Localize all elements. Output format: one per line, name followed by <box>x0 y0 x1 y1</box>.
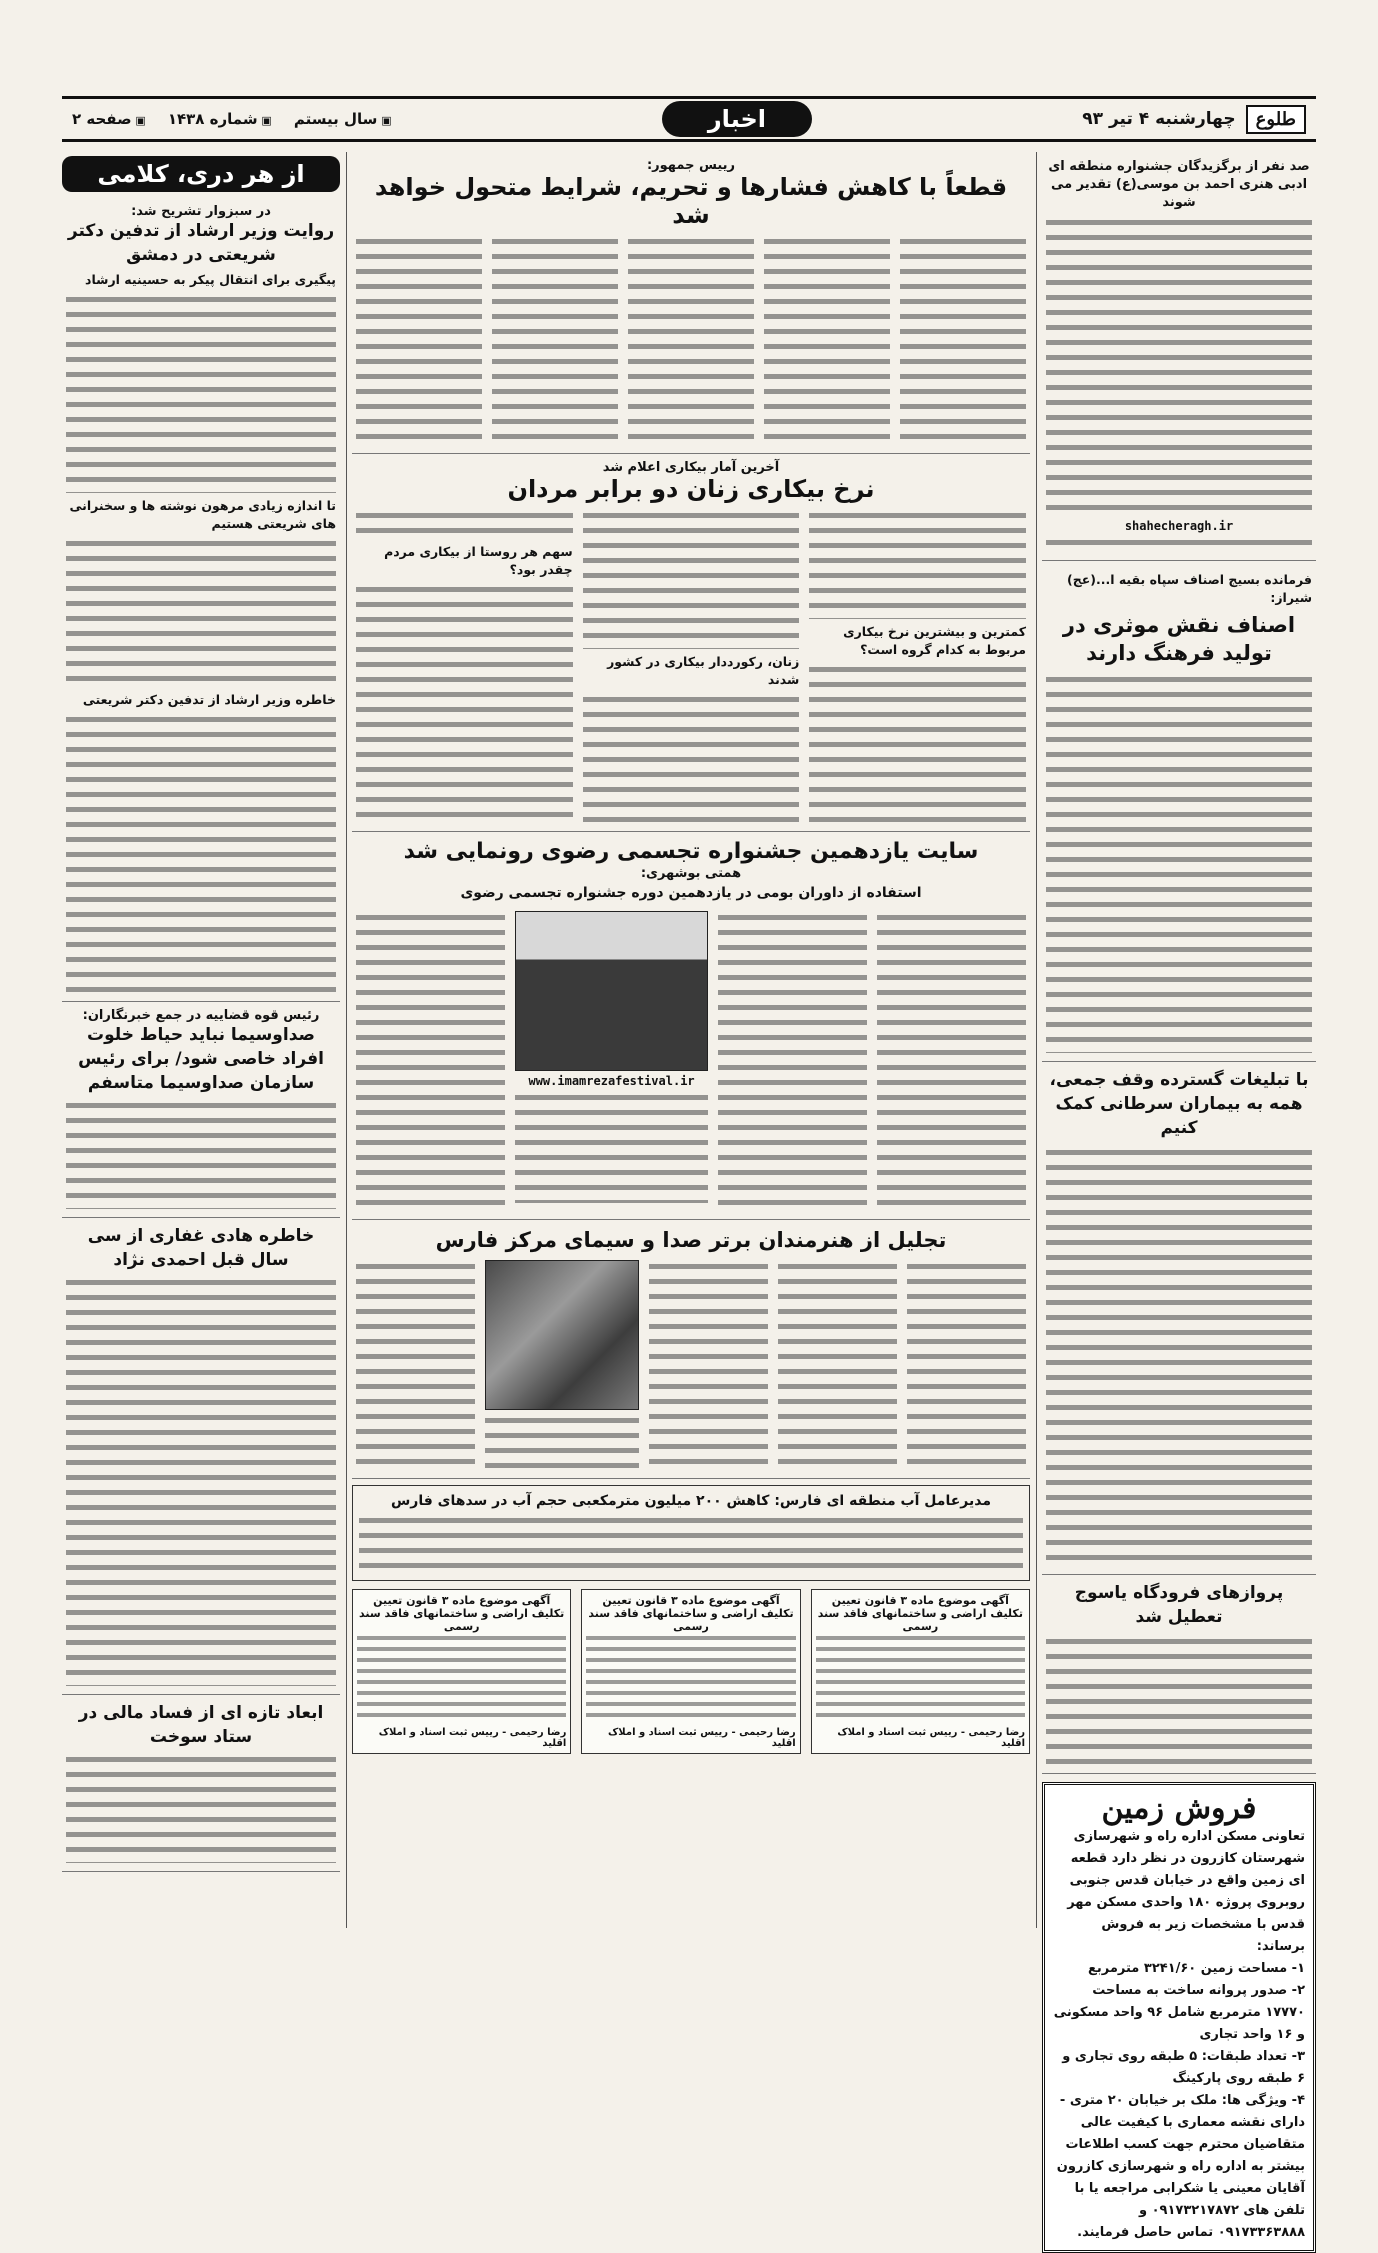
article-festival-winners <box>1042 152 1316 561</box>
ad-line: تعاونی مسکن اداره راه و شهرسازی شهرستان کازرون در نظر دارد قطعه ای زمین واقع در خیابان قدس جنوبی روبروی پروژه ۱۸۰ واحدی مسکن مهر قدس با مشخصات زیر به فروش برساند: <box>1067 1829 1305 1954</box>
legal-notice <box>581 1589 800 1754</box>
article-body <box>809 509 1026 619</box>
headline: تجلیل از هنرمندان برتر صدا و سیمای مرکز فارس <box>435 1228 947 1252</box>
notice-signature: رضا رحیمی - رییس ثبت اسناد و املاک اقلید <box>378 1727 567 1749</box>
headline: صداوسیما نباید حیاط خلوت افراد خاصی شود/ برای رئیس سازمان صداوسیما متاسفم <box>78 1025 324 1093</box>
notice-body <box>816 1633 1025 1723</box>
article-body <box>877 911 1026 1211</box>
article-body <box>66 1753 336 1863</box>
article-body <box>356 911 505 1211</box>
article-body <box>485 1414 640 1470</box>
page-number: ▣ صفحه ۲ <box>72 110 146 128</box>
ad-line: متقاضیان محترم جهت کسب اطلاعات بیشتر به اداره راه و شهرسازی کازرون آقایان معینی یا شکرابی مراجعه یا با تلفن های ۰۹۱۷۳۲۱۷۸۷۲ و ۰۹۱۷۳۳۶۳۸۸۸ تماس حاصل فرمایند. <box>1056 2137 1305 2240</box>
article-body <box>628 235 754 445</box>
article-body <box>583 693 800 823</box>
award-ceremony-photo <box>485 1260 640 1410</box>
festival-url[interactable]: www.imamrezafestival.ir <box>528 1074 695 1088</box>
kicker: رییس جمهور: <box>646 158 736 173</box>
article-judiciary-irib <box>62 1002 340 1218</box>
subheading: خاطره وزیر ارشاد از تدفین دکتر شریعتی <box>82 692 336 707</box>
column-divider <box>346 152 347 1928</box>
notice-body <box>357 1633 566 1723</box>
article-fuel-corruption <box>62 1695 340 1872</box>
subheading: پیگیری برای انتقال پیکر به حسینیه ارشاد <box>85 272 336 287</box>
ad-line: ۱- مساحت زمین ۳۲۴۱/۶۰ مترمربع <box>1088 1961 1305 1976</box>
legal-notice <box>352 1589 571 1754</box>
headline: روایت وزیر ارشاد از تدفین دکتر شریعتی در دمشق <box>67 221 335 265</box>
article-body <box>492 235 618 445</box>
article-body <box>718 911 867 1211</box>
article-body <box>764 235 890 445</box>
ad-line: ۲- صدور پروانه ساخت به مساحت ۱۷۷۷۰ مترمربع شامل ۹۶ واحد مسکونی و ۱۶ واحد تجاری <box>1053 1983 1305 2042</box>
right-column <box>1042 152 1316 2240</box>
article-body <box>649 1260 768 1470</box>
article-body <box>778 1260 897 1470</box>
masthead <box>62 96 1316 142</box>
article-body <box>66 1099 336 1209</box>
website-link[interactable]: shahecheragh.ir <box>1124 519 1234 533</box>
article-body <box>900 235 1026 445</box>
article-unemployment <box>352 454 1030 832</box>
article-body <box>356 583 573 823</box>
headline: مدیرعامل آب منطقه ای فارس: کاهش ۲۰۰ میلیون مترمکعبی حجم آب در سدهای فارس <box>390 1493 992 1509</box>
article-cancer-charity <box>1042 1062 1316 1575</box>
headline: پروازهای فرودگاه یاسوج تعطیل شد <box>1074 1583 1284 1627</box>
ad-line: ۳- تعداد طبقات: ۵ طبقه روی تجاری و ۶ طبقه روی پارکینگ <box>1062 2049 1305 2086</box>
legal-ads-row <box>352 1589 1030 1754</box>
kicker: فرمانده بسیج اصناف سپاه بقیه ا...(عج) شیراز: <box>1067 572 1312 605</box>
ad-line: ۴- ویژگی ها: ملک بر خیابان ۲۰ متری - دارای نقشه معماری با کیفیت عالی <box>1059 2093 1305 2130</box>
article-body <box>1046 1146 1312 1566</box>
article-irib-fars <box>352 1220 1030 1479</box>
notice-signature: رضا رحیمی - رییس ثبت اسناد و املاک اقلید <box>608 1727 796 1749</box>
kicker: همتی بوشهری: <box>640 866 742 881</box>
article-body <box>1046 1635 1312 1765</box>
headline: اصناف نقش موثری در تولید فرهنگ دارند <box>1062 613 1296 665</box>
article-body <box>356 235 482 445</box>
article-fars-water <box>352 1485 1030 1581</box>
legal-notice <box>811 1589 1030 1754</box>
article-body <box>356 1260 475 1470</box>
article-body <box>356 509 573 539</box>
article-body <box>1046 216 1312 516</box>
volume-year: ▣ سال بیستم <box>294 110 392 128</box>
newspaper-logo: طلوع <box>1246 105 1306 134</box>
article-yasuj-airport <box>1042 1575 1316 1774</box>
subheading: زنان، رکورددار بیکاری در کشور شدند <box>607 654 800 687</box>
kicker: رئیس قوه قضاییه در جمع خبرنگاران: <box>82 1008 320 1023</box>
masthead-date-block <box>1082 105 1306 134</box>
headline: خاطره هادی غفاری از سی سال قبل احمدی نژاد <box>87 1226 315 1270</box>
article-body <box>66 293 336 493</box>
notice-title: آگهی موضوع ماده ۳ قانون تعیین تکلیف اراضی و ساختمانهای فاقد سند رسمی <box>817 1594 1023 1633</box>
headline: نرخ بیکاری زنان دو برابر مردان <box>507 475 875 503</box>
left-column <box>62 152 340 1928</box>
subheading: تا اندازه زیادی مرهون نوشته ها و سخنرانی های شریعتی هستیم <box>69 498 336 531</box>
article-body <box>809 663 1026 823</box>
headline: قطعاً با کاهش فشارها و تحریم، شرایط متحول خواهد شد <box>374 173 1008 229</box>
column-banner: از هر دری، کلامی <box>62 156 340 192</box>
article-body <box>1046 673 1312 1053</box>
article-body <box>359 1514 1023 1574</box>
article-razavi-festival <box>352 832 1030 1220</box>
article-body <box>583 509 800 649</box>
article-body <box>907 1260 1026 1470</box>
article-president <box>352 152 1030 454</box>
headline-line2: ادبی هنری احمد بن موسی(ع) تقدیر می شوند <box>1050 177 1308 210</box>
article-body <box>66 537 336 687</box>
article-body <box>66 1276 336 1686</box>
kicker: در سبزوار تشریح شد: <box>131 204 271 219</box>
land-sale-ad <box>1042 1782 1316 2253</box>
headline: با تبلیغات گسترده وقف جمعی، همه به بیماران سرطانی کمک کنیم <box>1049 1070 1309 1138</box>
headline: ابعاد تازه ای از فساد مالی در ستاد سوخت <box>78 1703 324 1747</box>
headline: سایت یازدهمین جشنواره تجسمی رضوی رونمایی شد <box>403 839 979 864</box>
section-title: اخبار <box>662 101 812 137</box>
notice-title: آگهی موضوع ماده ۳ قانون تعیین تکلیف اراضی و ساختمانهای فاقد سند رسمی <box>359 1594 565 1633</box>
notice-signature: رضا رحیمی - رییس ثبت اسناد و املاک اقلید <box>837 1727 1025 1749</box>
notice-body <box>586 1633 795 1723</box>
article-body <box>1046 536 1312 552</box>
issue-info <box>72 110 392 128</box>
subheadline: استفاده از داوران بومی در یازدهمین دوره جشنواره تجسمی رضوی <box>460 885 922 901</box>
article-ghaffari-memory <box>62 1218 340 1695</box>
subheading: کمترین و بیشترین نرخ بیکاری مربوط به کدام گروه است؟ <box>843 624 1026 657</box>
subheading: سهم هر روستا از بیکاری مردم چقدر بود؟ <box>384 544 573 577</box>
middle-column <box>352 152 1030 1928</box>
ad-headline: فروش زمین <box>1101 1791 1257 1826</box>
headline: صد نفر از برگزیدگان جشنواره منطقه ای <box>1048 159 1310 174</box>
notice-title: آگهی موضوع ماده ۳ قانون تعیین تکلیف اراضی و ساختمانهای فاقد سند رسمی <box>588 1594 794 1633</box>
article-body <box>66 713 336 993</box>
column-divider <box>1036 152 1037 1928</box>
article-shariati <box>62 198 340 1002</box>
issue-number: ▣ شماره ۱۴۳۸ <box>168 110 272 128</box>
kicker: آخرین آمار بیکاری اعلام شد <box>602 460 780 475</box>
article-body <box>515 1091 708 1203</box>
issue-date: چهارشنبه ۴ تیر ۹۳ <box>1082 109 1236 129</box>
article-basij-guilds <box>1042 561 1316 1062</box>
festival-website-image <box>515 911 708 1071</box>
